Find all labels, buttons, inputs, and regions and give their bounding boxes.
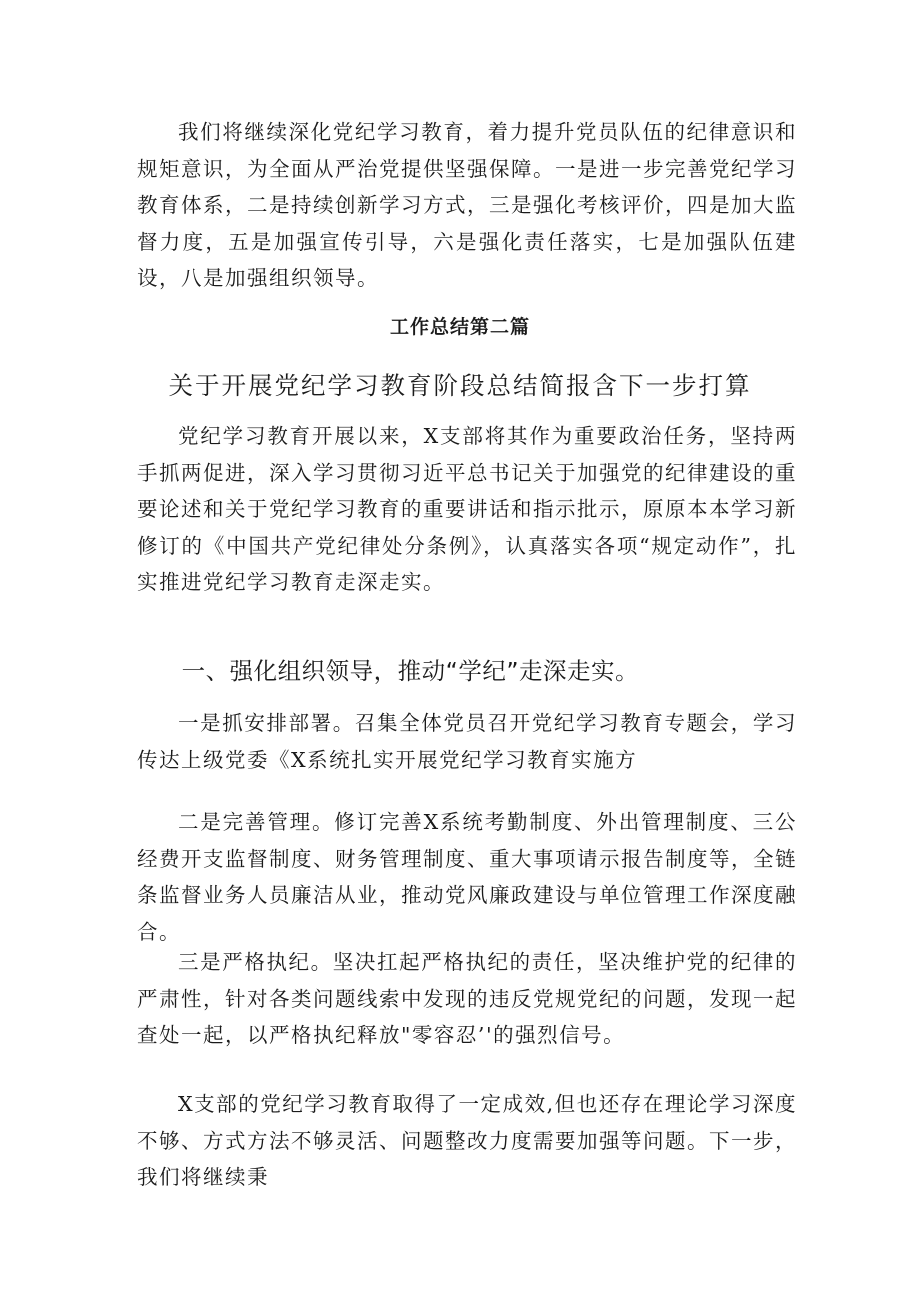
item-two-paragraph: 二是完善管理。修订完善X系统考勤制度、外出管理制度、三公经费开支监督制度、财务管理制度、重大事项请示报告制度等，全链条监督业务人员廉洁从业，推动党风廉政建设与单位管理工作深度融合。	[137, 810, 797, 944]
section-label: 工作总结第二篇	[389, 316, 530, 338]
section-heading-one: 一、强化组织领导，推动“学纪”走深走实。	[181, 657, 639, 685]
document-title: 关于开展党纪学习教育阶段总结简报含下一步打算	[168, 371, 752, 400]
closing-paragraph: X支部的党纪学习教育取得了一定成效,但也还存在理论学习深度不够、方式方法不够灵活、问题整改力度需要加强等问题。下一步，我们将继续秉	[137, 1092, 797, 1189]
intro-paragraph: 我们将继续深化党纪学习教育，着力提升党员队伍的纪律意识和规矩意识，为全面从严治党提供坚强保障。一是进一步完善党纪学习教育体系，二是持续创新学习方式，三是强化考核评价，四是加大监督力度，五是加强宣传引导，六是强化责任落实，七是加强队伍建设，八是加强组织领导。	[137, 120, 797, 290]
item-one-paragraph: 一是抓安排部署。召集全体党员召开党纪学习教育专题会，学习传达上级党委《X系统扎实开展党纪学习教育实施方	[137, 711, 797, 772]
item-three-paragraph: 三是严格执纪。坚决扛起严格执纪的责任，坚决维护党的纪律的严肃性，针对各类问题线索中发现的违反党规党纪的问题，发现一起查处一起，以严格执纪释放"零容忍’'的强烈信号。	[137, 950, 797, 1047]
opening-paragraph: 党纪学习教育开展以来，X支部将其作为重要政治任务，坚持两手抓两促进，深入学习贯彻习近平总书记关于加强党的纪律建设的重要论述和关于党纪学习教育的重要讲话和指示批示，原原本本学习新修订的《中国共产党纪律处分条例》，认真落实各项“规定动作”，扎实推进党纪学习教育走深走实。	[137, 424, 797, 594]
